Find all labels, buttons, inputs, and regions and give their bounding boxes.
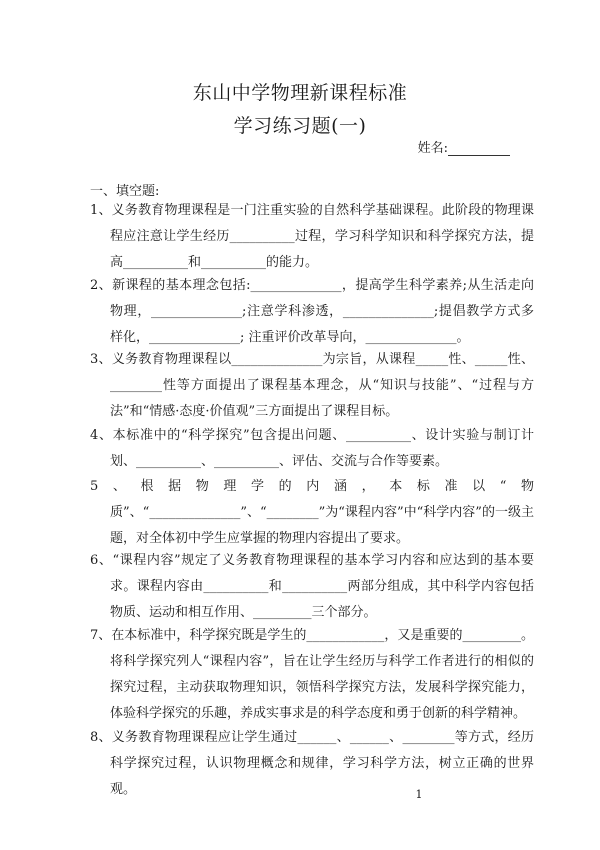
question-4: 4、本标准中的“科学探究”包含提出问题、__________、设计实验与制订计划、__________、__________、评估、交流与合作等要素。: [90, 428, 534, 469]
document-title: 东山中学物理新课程标准: [192, 82, 408, 104]
question-6: 6、“课程内容”规定了义务教育物理课程的基本学习内容和应达到的基本要求。课程内容由__________和__________两部分组成，其中科学内容包括物质、运动和相互作用、_________三个部分。: [90, 553, 534, 620]
question-7: 7、在本标准中，科学探究既是学生的____________，又是重要的_________。将科学探究列人“课程内容”，旨在让学生经历与科学工作者进行的相似的探究过程，主动获取物理知识，领悟科学探究方法，发展科学探究能力，体验科学探究的乐趣，养成实事求是的科学态度和勇于创新的科学精神。: [90, 628, 534, 721]
question-5: 5、根据物理学的内涵，本标准以“物质”、“______________”、“________”为“课程内容”中“科学内容”的一级主题，对全体初中学生应掌握的物理内容提出了要求。: [90, 479, 534, 546]
page-number: 1: [415, 788, 423, 801]
question-1: 1、义务教育物理课程是一门注重实验的自然科学基础课程。此阶段的物理课程应注意让学生经历__________过程，学习科学知识和科学探究方法，提高__________和__________的能力。: [90, 203, 534, 270]
question-8: 8、义务教育物理课程应让学生通过______、______、________等方式，经历科学探究过程，认识物理概念和规律，学习科学方法，树立正确的世界观。: [90, 730, 534, 797]
name-label: 姓名:: [417, 141, 448, 156]
document-subtitle: 学习练习题(一): [233, 115, 367, 137]
question-3: 3、义务教育物理课程以______________为宗旨，从课程_____性、_____性、________性等方面提出了课程基本理念，从“知识与技能”、“过程与方法”和“情感·态度·价值观”三方面提出了课程目标。: [90, 352, 534, 419]
name-field: [418, 137, 510, 156]
question-2: 2、新课程的基本理念包括:______________，提高学生科学素养;从生活走向物理，______________;注意学科渗透，______________;提倡教学方式多样化，______________; 注重评价改革导向，______________。: [90, 278, 534, 345]
section-heading: 一、填空题:: [90, 184, 160, 199]
name-blank-line: [448, 141, 510, 156]
